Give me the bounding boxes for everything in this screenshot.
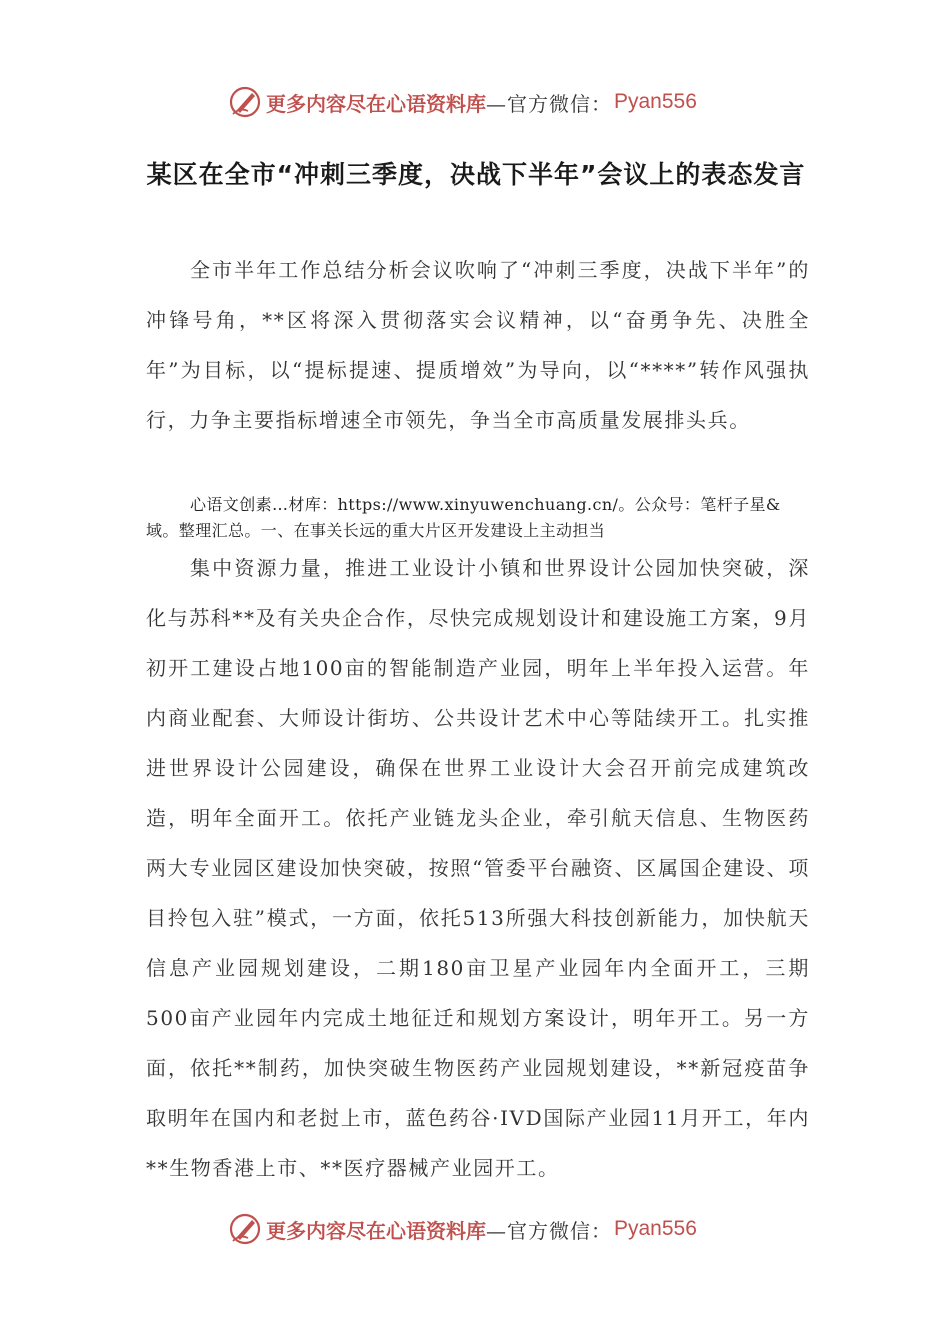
footer-banner [228, 1209, 697, 1249]
banner-account-text: Pyan556 [614, 1217, 697, 1240]
pen-logo-icon [228, 85, 262, 119]
banner-main-text: 更多内容尽在心语资料库 [266, 91, 486, 116]
pen-logo-icon [228, 1212, 262, 1246]
banner-official-text: —官方微信： [486, 91, 612, 116]
banner-official-text: —官方微信： [486, 1218, 612, 1243]
document-title: 某区在全市“冲刺三季度，决战下半年”会议上的表态发言 [146, 160, 806, 189]
source-note: 心语文创素…材库：https://www.xinyuwenchuang.cn/。公众号：笔杆子星&域。整理汇总。一、在事关长远的重大片区开发建设上主动担当 [146, 495, 781, 540]
banner-main-text: 更多内容尽在心语资料库 [266, 1218, 486, 1243]
header-banner [228, 82, 697, 122]
banner-account-text: Pyan556 [614, 90, 697, 113]
paragraph-body: 集中资源力量，推进工业设计小镇和世界设计公园加快突破，深化与苏科**及有关央企合作，尽快完成规划设计和建设施工方案，9月初开工建设占地100亩的智能制造产业园，明年上半年投入运营。年内商业配套、大师设计街坊、公共设计艺术中心等陆续开工。扎实推进世界设计公园建设，确保在世界工业设计大会召开前完成建筑改造，明年全面开工。依托产业链龙头企业，牵引航天信息、生物医药两大专业园区建设加快突破，按照“管委平台融资、区属国企建设、项目拎包入驻”模式，一方面，依托513所强大科技创新能力，加快航天信息产业园规划建设，二期180亩卫星产业园年内全面开工，三期500亩产业园年内完成土地征迁和规划方案设计，明年开工。另一方面，依托**制药，加快突破生物医药产业园规划建设，**新冠疫苗争取明年在国内和老挝上市，蓝色药谷·IVD国际产业园11月开工，年内**生物香港上市、**医疗器械产业园开工。 [146, 556, 810, 1180]
paragraph-intro: 全市半年工作总结分析会议吹响了“冲刺三季度，决战下半年”的冲锋号角，**区将深入贯彻落实会议精神，以“奋勇争先、决胜全年”为目标，以“提标提速、提质增效”为导向，以“****”转作风强执行，力争主要指标增速全市领先，争当全市高质量发展排头兵。 [146, 258, 810, 432]
